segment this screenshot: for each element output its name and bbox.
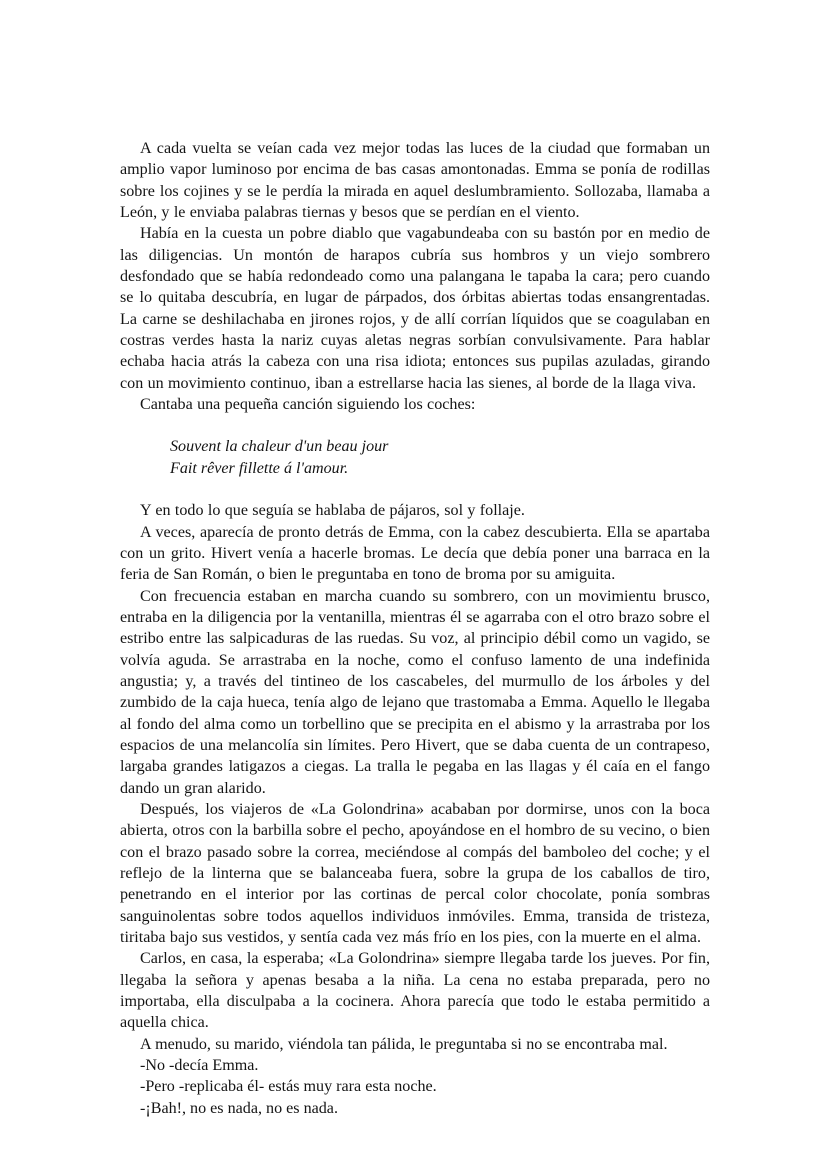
verse-line-2: Fait rêver fillette á l'amour.: [170, 459, 349, 477]
paragraph-6: Con frecuencia estaban en marcha cuando su sombrero, con un movimientu brusco, entraba en la diligencia por la ventanilla, mientras él se agarraba con el otro brazo sobre el estribo entre las salpicaduras de las ruedas. Su voz, al principio débil como un vagido, se volvía aguda. Se arrastraba en la noche, como el confuso lamento de una indefinida angustia; y, a través del tintineo de los cascabeles, del murmullo de los árboles y del zumbido de la caja hueca, tenía algo de lejano que trastomaba a Emma. Aquello le llegaba al fondo del alma como un torbellino que se precipita en el abismo y la arrastraba por los espacios de una melancolía sin límites. Pero Hivert, que se daba cuenta de un contrapeso, largaba grandes latigazos a ciegas. La tralla le pegaba en las llagas y él caía en el fango dando un gran alarido.: [120, 587, 710, 797]
verse-line-1: Souvent la chaleur d'un beau jour: [170, 438, 389, 456]
dialogue-line-2: -Pero -replicaba él- estás muy rara esta noche.: [140, 1078, 437, 1096]
paragraph-9: A menudo, su marido, viéndola tan pálida, le preguntaba si no se encontraba mal.: [140, 1035, 668, 1053]
paragraph-3-song-intro: Cantaba una pequeña canción siguiendo los coches:: [140, 396, 476, 414]
paragraph-7: Después, los viajeros de «La Golondrina» acababan por dormirse, unos con la boca abierta, otros con la barbilla sobre el pecho, apoyándose en el hombro de su vecino, o bien con el brazo pasado sobre la correa, meciéndose al compás del bamboleo del coche; y el reflejo de la linterna que se balanceaba fuera, sobre la grupa de los caballos de tiro, penetrando en el interior por las cortinas de percal color chocolate, ponía sombras sanguinolentas sobre todos aquellos individuos inmóviles. Emma, transida de tristeza, tiritaba bajo sus vestidos, y sentía cada vez más frío en los pies, con la muerte en el alma.: [120, 800, 710, 947]
paragraph-5: A veces, aparecía de pronto detrás de Emma, con la cabez descubierta. Ella se apartaba con un grito. Hivert venía a hacerle bromas. Le decía que debía poner una barraca en la feria de San Román, o bien le preguntaba en tono de broma por su amiguita.: [120, 523, 710, 584]
text-column: [120, 138, 710, 1119]
paragraph-1: A cada vuelta se veían cada vez mejor todas las luces de la ciudad que formaban un amplio vapor luminoso por encima de bas casas amontonadas. Emma se ponía de rodillas sobre los cojines y se le perdía la mirada en aquel deslumbramiento. Sollozaba, llamaba a León, y le enviaba palabras tiernas y besos que se perdían en el viento.: [120, 140, 710, 222]
paragraph-4: Y en todo lo que seguía se hablaba de pájaros, sol y follaje.: [140, 502, 525, 520]
dialogue-line-3: -¡Bah!, no es nada, no es nada.: [140, 1099, 338, 1117]
paragraph-8: Carlos, en casa, la esperaba; «La Golondrina» siempre llegaba tarde los jueves. Por fin, llegaba la señora y apenas besaba a la niña. La cena no estaba preparada, pero no importaba, ella disculpaba a la cocinera. Ahora parecía que todo le estaba permitido a aquella chica.: [120, 950, 710, 1032]
dialogue-line-1: -No -decía Emma.: [140, 1057, 259, 1075]
verse-block-song: [120, 415, 710, 500]
paragraph-2: Había en la cuesta un pobre diablo que vagabundeaba con su bastón por en medio de las diligencias. Un montón de harapos cubría sus hombros y un viejo sombrero desfondado que se había redondeado como una palangana le tapaba la cara; pero cuando se lo quitaba descubría, en lugar de párpados, dos órbitas abiertas todas ensangrentadas. La carne se deshilachaba en jirones rojos, y de allí corrían líquidos que se coagulaban en costras verdes hasta la nariz cuyas aletas negras sorbían convulsivamente. Para hablar echaba hacia atrás la cabeza con una risa idiota; entonces sus pupilas azuladas, girando con un movimiento continuo, iban a estrellarse hacia las sienes, al borde de la llaga viva.: [120, 225, 710, 392]
